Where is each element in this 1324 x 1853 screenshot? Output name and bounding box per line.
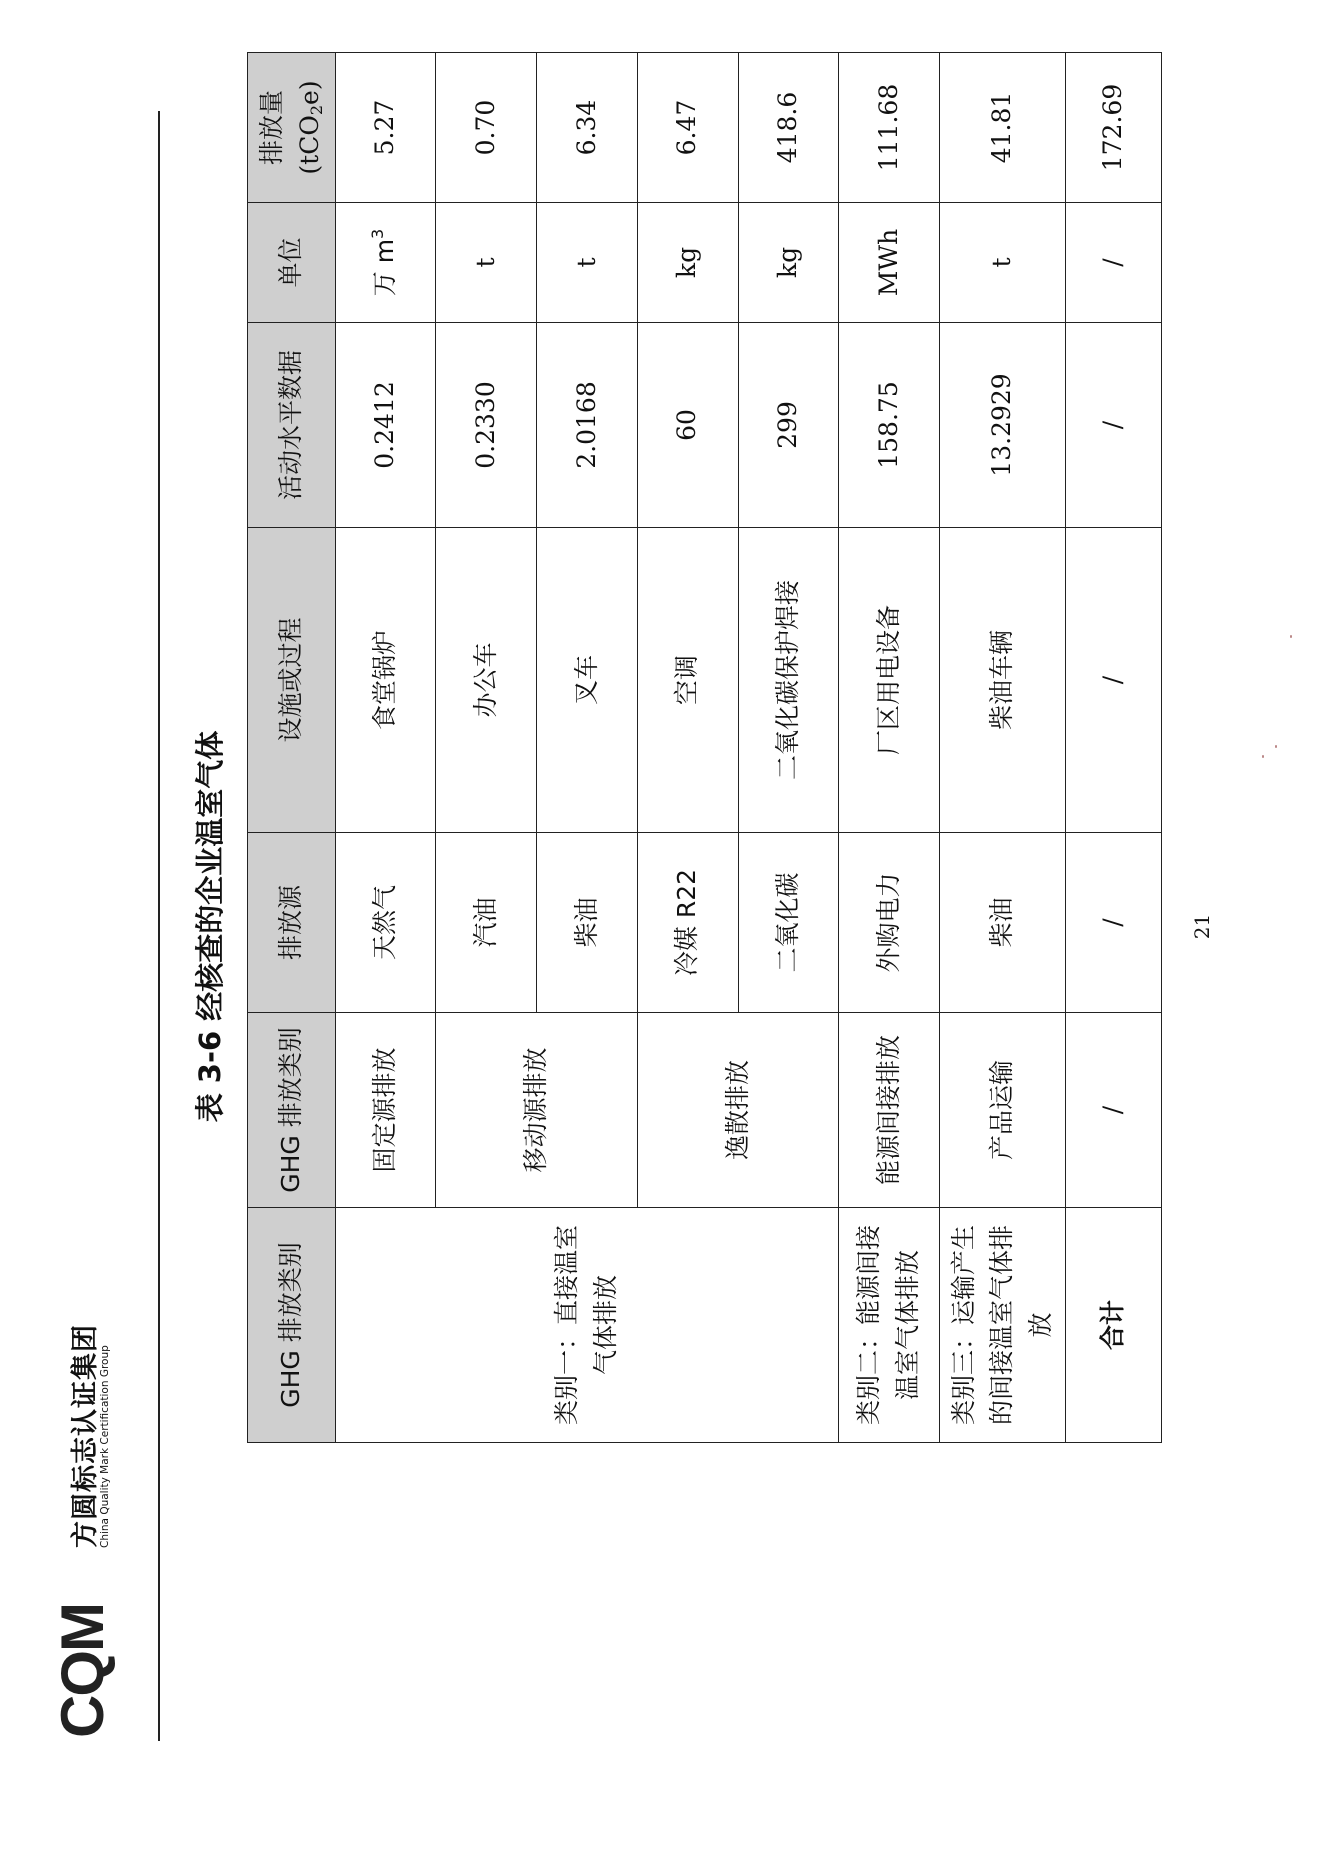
activity-cell: 299 [738,323,839,528]
unit-cell: / [1066,203,1162,323]
header-subcategory: GHG 排放类别 [248,1013,336,1208]
logo-mark: CQM [49,1604,116,1738]
emission-cell: 6.47 [637,53,738,203]
logo-name-en: China Quality Mark Certification Group [99,1345,111,1548]
emission-cell: 6.34 [537,53,638,203]
unit-cell: MWh [839,203,940,323]
header-emission [248,53,336,203]
table-row [839,53,940,1443]
category-cell: 类别三：运输产生的间接温室气体排放 [940,1208,1066,1443]
company-logo [35,1298,135,1738]
table-caption: 表 3-6 经核查的企业温室气体 [193,730,227,1123]
emission-cell: 111.68 [839,53,940,203]
header-unit: 单位 [248,203,336,323]
page-number: 21 [1190,913,1214,940]
subcategory-cell: 逸散排放 [637,1013,838,1208]
subcategory-cell: 能源间接排放 [839,1013,940,1208]
facility-cell: 厂区用电设备 [839,528,940,833]
category-cell: 类别一：直接温室气体排放 [335,1208,839,1443]
header-activity: 活动水平数据 [248,323,336,528]
emission-cell: 418.6 [738,53,839,203]
facility-cell: 食堂锅炉 [335,528,436,833]
scan-speck [1275,745,1277,748]
category-cell: 合计 [1066,1208,1162,1443]
emission-cell: 41.81 [940,53,1066,203]
source-cell: 冷媒 R22 [637,833,738,1013]
table-row [335,53,436,1443]
activity-cell: 60 [637,323,738,528]
emission-cell: 5.27 [335,53,436,203]
facility-cell: 办公车 [436,528,537,833]
logo-name-cn: 方圆标志认证集团 [70,1324,101,1548]
source-cell: 柴油 [940,833,1066,1013]
subcategory-cell: / [1066,1013,1162,1208]
header-facility: 设施或过程 [248,528,336,833]
header-rule [158,111,160,1741]
header-emission-label: 排放量 [256,90,286,166]
table-header-row [248,53,336,1443]
source-cell: 二氧化碳 [738,833,839,1013]
source-cell: 柴油 [537,833,638,1013]
source-cell: / [1066,833,1162,1013]
activity-cell: 158.75 [839,323,940,528]
subcategory-cell: 固定源排放 [335,1013,436,1208]
facility-cell: 叉车 [537,528,638,833]
unit-cell: kg [738,203,839,323]
activity-cell: 2.0168 [537,323,638,528]
header-category: GHG 排放类别 [248,1208,336,1443]
scan-speck [1262,755,1264,758]
subcategory-cell: 产品运输 [940,1013,1066,1208]
activity-cell: 0.2412 [335,323,436,528]
unit-cell: kg [637,203,738,323]
category-cell: 类别二：能源间接温室气体排放 [839,1208,940,1443]
ghg-table [247,52,1162,1443]
table-row [940,53,1066,1443]
unit-cell: 万 $m^3$ [335,203,436,323]
unit-cell: t [436,203,537,323]
source-cell: 汽油 [436,833,537,1013]
header-source: 排放源 [248,833,336,1013]
facility-cell: 二氧化碳保护焊接 [738,528,839,833]
source-cell: 天然气 [335,833,436,1013]
scan-speck [1290,635,1292,638]
facility-cell: 空调 [637,528,738,833]
activity-cell: 13.2929 [940,323,1066,528]
unit-cell: t [940,203,1066,323]
emission-cell: 172.69 [1066,53,1162,203]
table-row [1066,53,1162,1443]
activity-cell: / [1066,323,1162,528]
facility-cell: 柴油车辆 [940,528,1066,833]
header-emission-unit: (tCO$_2$e) [295,80,327,175]
source-cell: 外购电力 [839,833,940,1013]
emission-cell: 0.70 [436,53,537,203]
unit-cell: t [537,203,638,323]
activity-cell: 0.2330 [436,323,537,528]
subcategory-cell: 移动源排放 [436,1013,637,1208]
facility-cell: / [1066,528,1162,833]
